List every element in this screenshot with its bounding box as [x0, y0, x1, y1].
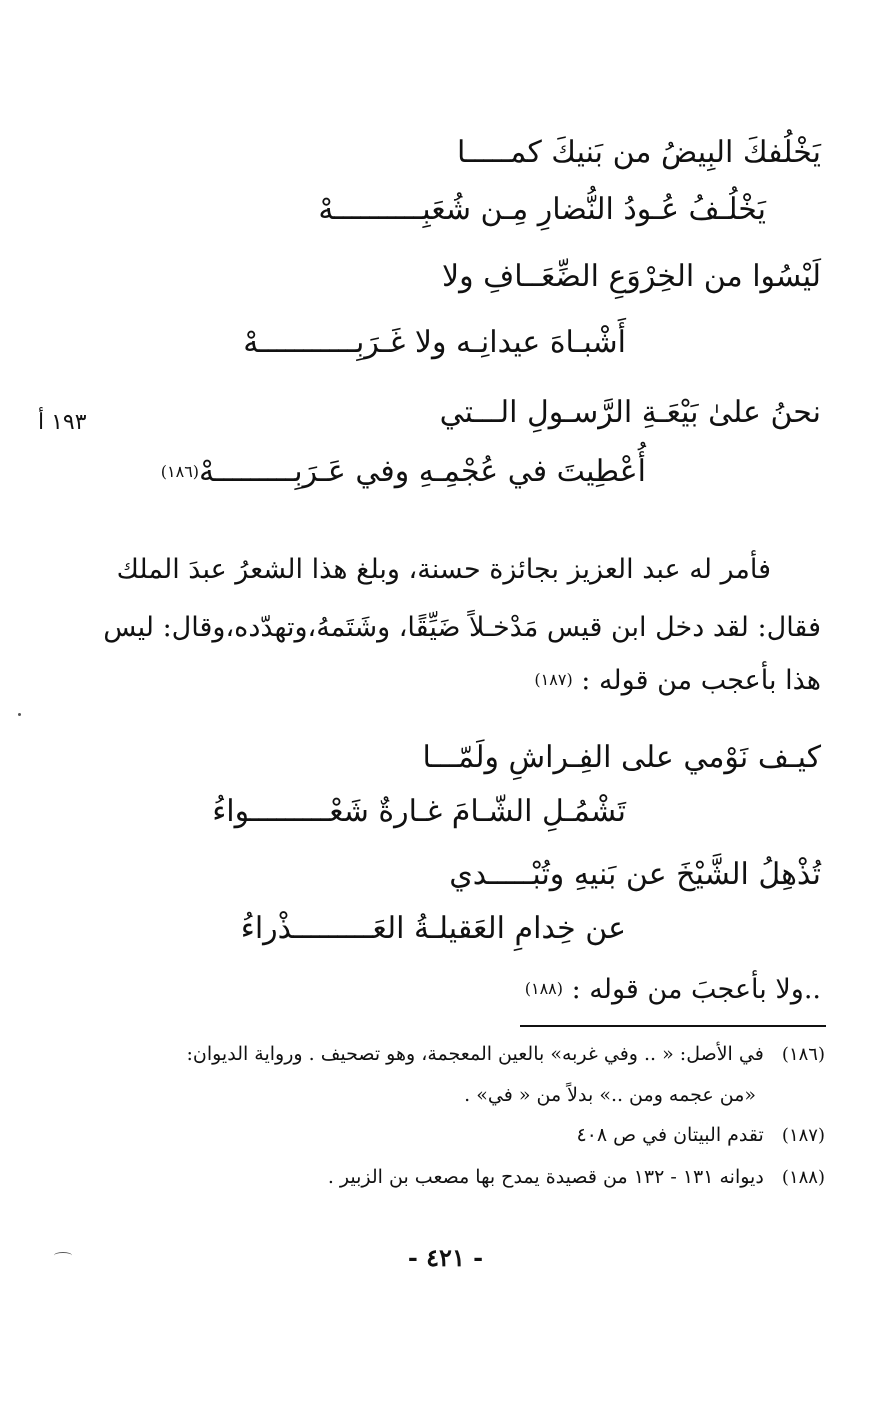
poem1-verse3-first-hemistich: نحنُ علىٰ بَيْعَـةِ الرَّسـولِ الـــتي	[439, 395, 821, 430]
poem1-verse2-second-hemistich: أَشْبـاهَ عيدانِـه ولا غَـرَبِـــــــــــهْ	[243, 325, 626, 360]
footnote-ref-186: (١٨٦)	[160, 462, 200, 481]
poem1-verse1-second-hemistich: يَخْلُـفُ عُـودُ النُّضارِ مِـن شُعَبِــــــــــهْ	[318, 192, 766, 227]
prose-line-3-text: هذا بأعجب من قوله :	[581, 665, 821, 696]
footnote-188	[328, 1162, 825, 1193]
footnote-187-number: (١٨٧)	[781, 1125, 825, 1146]
quote-intro-text: ..ولا بأعجبَ من قوله :	[571, 974, 821, 1005]
footnote-186-text-line1: في الأصل: « .. وفي غربه» بالعين المعجمة، وهو تصحيف . ورواية الديوان:	[186, 1043, 764, 1065]
manuscript-folio-marker: ١٩٣ أ	[38, 410, 87, 435]
footnote-separator	[520, 1025, 826, 1027]
poem1-verse2-first-hemistich: لَيْسُوا من الخِرْوَعِ الضِّعَــافِ ولا	[442, 259, 821, 294]
poem2-verse2-first-hemistich: تُذْهِلُ الشَّيْخَ عن بَنيهِ وتُبْـــــدي	[449, 857, 821, 892]
prose-line-2: فقال: لقد دخل ابن قيس مَدْخـلاً ضَيِّقًا، وشَتَمهُ،وتهدّده،وقال: ليس	[103, 612, 821, 643]
scan-speck	[18, 713, 21, 716]
footnote-188-number: (١٨٨)	[781, 1167, 825, 1188]
poem1-verse3-second-hemistich	[161, 452, 646, 492]
footnote-ref-187: (١٨٧)	[534, 670, 573, 689]
page-number: - ٤٢١ -	[407, 1243, 484, 1272]
prose-line-3	[534, 661, 821, 700]
poem1-verse1-first-hemistich: يَخْلُفكَ البِيضُ من بَنيكَ كمـــــا	[457, 135, 821, 170]
footnote-187	[576, 1120, 825, 1151]
footnote-186	[186, 1039, 825, 1070]
footnote-187-text: تقدم البيتان في ص ٤٠٨	[576, 1124, 764, 1146]
poem2-verse2-second-hemistich: عن خِدامِ العَقيلـةُ العَـــــــــذْراءُ	[240, 911, 626, 946]
prose-line-1: فأمر له عبد العزيز بجائزة حسنة، وبلغ هذا الشعرُ عبدَ الملك	[116, 554, 771, 585]
scan-mark	[54, 1252, 72, 1259]
footnote-186-number: (١٨٦)	[781, 1044, 825, 1065]
poem2-verse1-first-hemistich: كيـف نَوْمي على الفِـراشِ ولَمّـــا	[422, 740, 821, 775]
poem2-verse1-second-hemistich: تَشْمُـلِ الشّـامَ غـارةٌ شَعْـــــــــواءُ	[212, 794, 626, 829]
footnote-186-continuation: «من عجمه ومن ..» بدلاً من « في» .	[464, 1084, 756, 1106]
poem1-verse3-second-hemistich-text: أُعْطِيتَ في عُجْمِـهِ وفي عَـرَبِـــــــــهْ	[199, 454, 646, 489]
quote-intro-line	[525, 970, 821, 1009]
footnote-ref-188: (١٨٨)	[524, 979, 563, 998]
footnote-188-text: ديوانه ١٣١ - ١٣٢ من قصيدة يمدح بها مصعب بن الزبير .	[327, 1166, 764, 1188]
